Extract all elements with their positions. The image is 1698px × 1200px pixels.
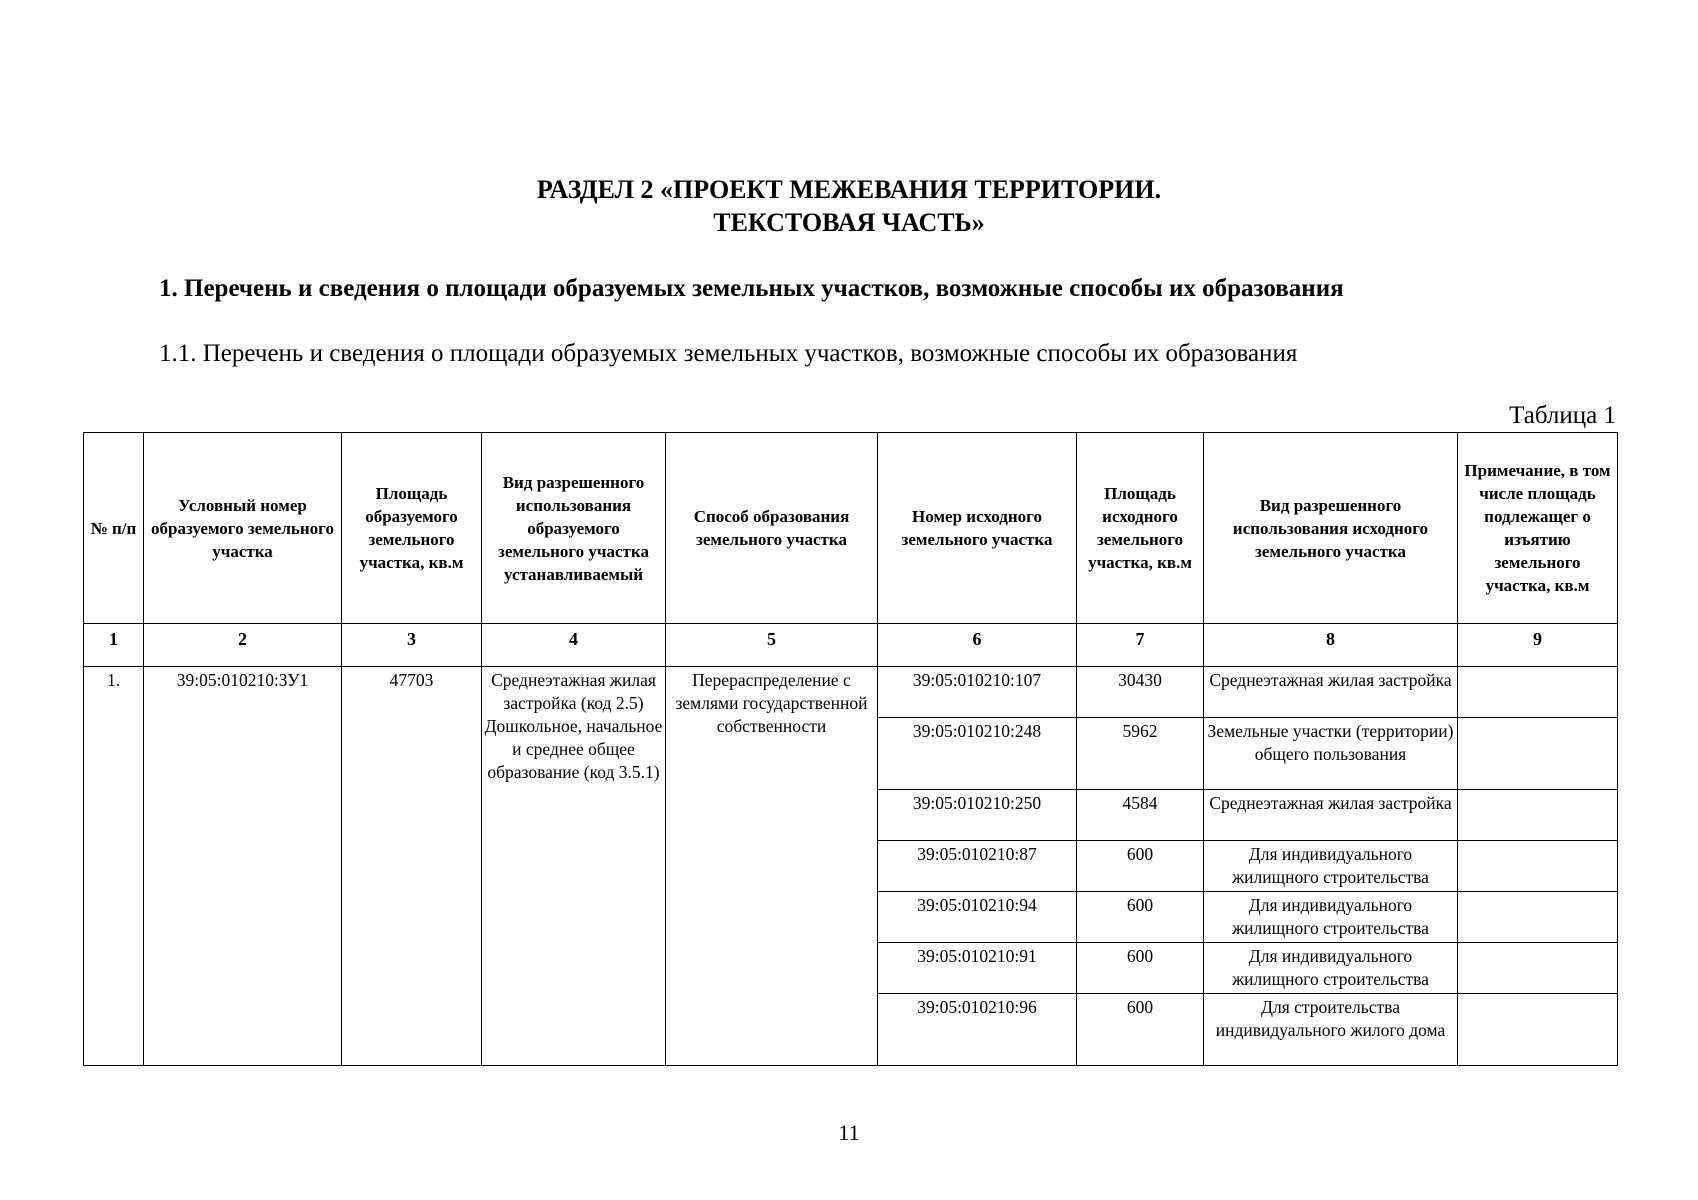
source-plot-area: 600 (1077, 994, 1204, 1066)
column-number: 8 (1204, 624, 1458, 667)
table-row (84, 667, 1618, 718)
header-cell-method: Способ образования земельного участка (666, 433, 878, 622)
source-plot-use: Среднеэтажная жилая застройка (1204, 790, 1458, 841)
plot-method: Перераспределение с землями государственной собственности (666, 667, 878, 1066)
plot-permitted-use: Среднеэтажная жилая застройка (код 2.5) Дошкольное, начальное и среднее общее образование (код 3.5.1) (482, 667, 666, 1066)
header-cell-note: Примечание, в том числе площадь подлежащег о изъятию земельного участка, кв.м (1458, 433, 1618, 622)
header-cell-index: № п/п (84, 433, 144, 622)
column-number: 1 (84, 624, 144, 667)
plot-area: 47703 (342, 667, 482, 1066)
plot-index: 1. (84, 667, 144, 1066)
column-number-row (84, 624, 1618, 667)
source-plot-use: Среднеэтажная жилая застройка (1204, 667, 1458, 718)
table-label: Таблица 1 (1509, 402, 1616, 429)
section-heading: 1. Перечень и сведения о площади образуемых земельных участков, возможные способы их образования (159, 275, 1344, 302)
source-plot-use: Земельные участки (территории) общего пользования (1204, 718, 1458, 790)
source-plot-note (1458, 994, 1618, 1066)
column-number: 7 (1077, 624, 1204, 667)
source-plot-number: 39:05:010210:94 (878, 892, 1077, 943)
header-cell-plot-number: Условный номер образуемого земельного участка (144, 433, 342, 622)
source-plot-number: 39:05:010210:248 (878, 718, 1077, 790)
table-header-row (84, 433, 1618, 622)
source-plot-note (1458, 943, 1618, 994)
column-number: 9 (1458, 624, 1618, 667)
source-plot-area: 4584 (1077, 790, 1204, 841)
source-plot-area: 30430 (1077, 667, 1204, 718)
source-plot-use: Для индивидуального жилищного строительства (1204, 841, 1458, 892)
source-plot-note (1458, 841, 1618, 892)
section-title-line1: РАЗДЕЛ 2 «ПРОЕКТ МЕЖЕВАНИЯ ТЕРРИТОРИИ. (536, 175, 1162, 204)
source-plot-use: Для индивидуального жилищного строительства (1204, 943, 1458, 994)
source-plot-use: Для индивидуального жилищного строительства (1204, 892, 1458, 943)
source-plot-note (1458, 790, 1618, 841)
header-cell-source-number: Номер исходного земельного участка (878, 433, 1077, 622)
header-cell-source-area: Площадь исходного земельного участка, кв.м (1077, 433, 1204, 622)
page-number: 11 (838, 1120, 860, 1145)
section-title-line2: ТЕКСТОВАЯ ЧАСТЬ» (713, 208, 985, 237)
plots-table (83, 432, 1618, 1066)
column-number: 3 (342, 624, 482, 667)
subsection-heading: 1.1. Перечень и сведения о площади образуемых земельных участков, возможные способы их образования (159, 340, 1298, 367)
source-plot-number: 39:05:010210:87 (878, 841, 1077, 892)
source-plot-number: 39:05:010210:96 (878, 994, 1077, 1066)
source-plot-note (1458, 892, 1618, 943)
column-number: 6 (878, 624, 1077, 667)
column-number: 2 (144, 624, 342, 667)
plot-number: 39:05:010210:ЗУ1 (144, 667, 342, 1066)
source-plot-number: 39:05:010210:250 (878, 790, 1077, 841)
header-cell-permitted-use: Вид разрешенного использования образуемого земельного участка устанавливаемый (482, 433, 666, 622)
source-plot-area: 600 (1077, 892, 1204, 943)
source-plot-note (1458, 718, 1618, 790)
column-number: 5 (666, 624, 878, 667)
source-plot-area: 600 (1077, 943, 1204, 994)
source-plot-area: 5962 (1077, 718, 1204, 790)
source-plot-number: 39:05:010210:91 (878, 943, 1077, 994)
source-plot-note (1458, 667, 1618, 718)
column-number: 4 (482, 624, 666, 667)
source-plot-area: 600 (1077, 841, 1204, 892)
header-cell-source-use: Вид разрешенного использования исходного земельного участка (1204, 433, 1458, 622)
source-plot-use: Для строительства индивидуального жилого дома (1204, 994, 1458, 1066)
source-plot-number: 39:05:010210:107 (878, 667, 1077, 718)
header-cell-plot-area: Площадь образуемого земельного участка, кв.м (342, 433, 482, 622)
